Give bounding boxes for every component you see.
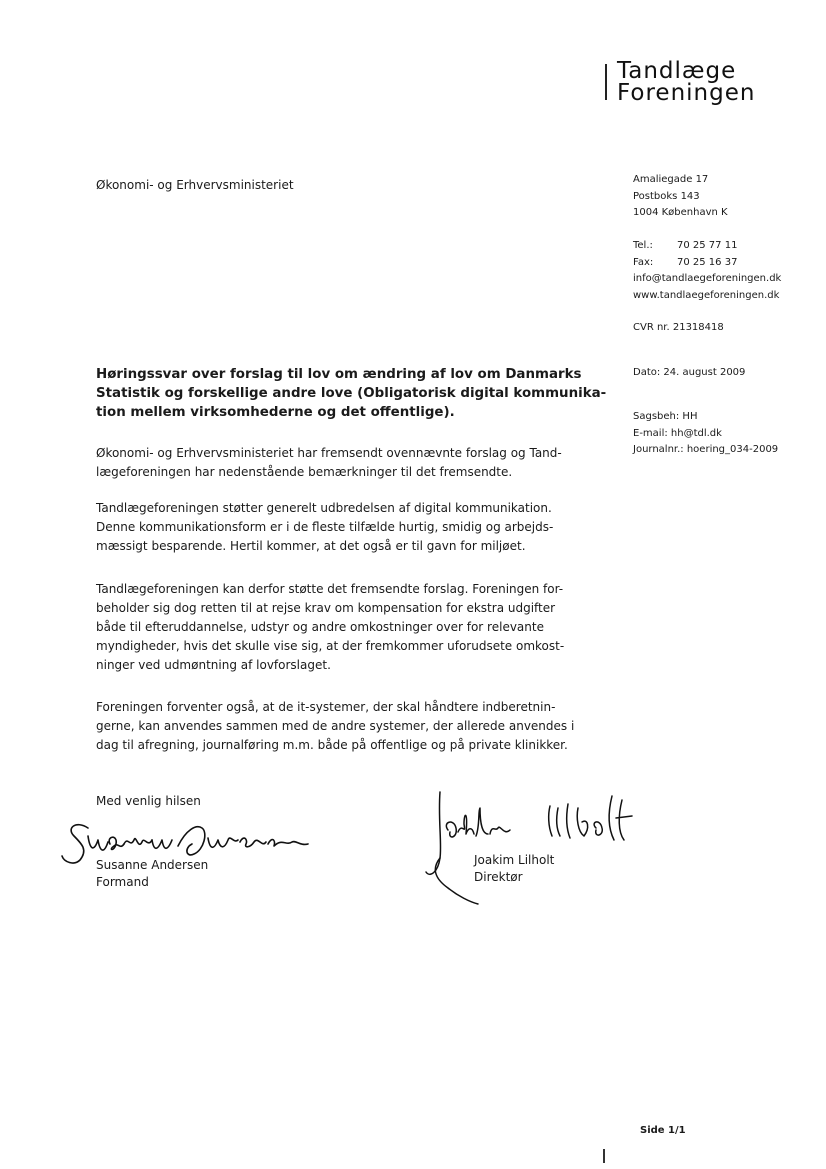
- page-number: Side 1/1: [640, 1125, 686, 1136]
- fax-line: [633, 255, 781, 272]
- paragraph-line: dag til afregning, journalføring m.m. både på offentlige og på private klinikker.: [96, 738, 568, 752]
- paragraph-line: ninger ved udmøntning af lovforslaget.: [96, 658, 331, 672]
- letter-date: Dato: 24. august 2009: [633, 367, 746, 378]
- phone-line: [633, 238, 781, 255]
- paragraph-1: [96, 444, 616, 482]
- phone-number: 70 25 77 11: [677, 240, 738, 251]
- paragraph-line: lægeforeningen har nedenstående bemærkninger til det fremsendte.: [96, 465, 513, 479]
- case-handler: Sagsbeh: HH: [633, 411, 698, 422]
- fax-number: 70 25 16 37: [677, 256, 738, 268]
- address-city: 1004 København K: [633, 207, 728, 218]
- case-handler-email: E-mail: hh@tdl.dk: [633, 427, 722, 439]
- paragraph-line: Økonomi- og Erhvervsministeriet har fremsendt ovennævnte forslag og Tand-: [96, 446, 562, 460]
- paragraph-line: Tandlægeforeningen støtter generelt udbredelsen af digital kommunikation.: [96, 501, 552, 515]
- paragraph-line: både til efteruddannelse, udstyr og andre omkostninger over for relevante: [96, 620, 544, 634]
- recipient: Økonomi- og Erhvervsministeriet: [96, 178, 294, 192]
- signature-joakim-lilholt: [418, 788, 648, 906]
- fold-mark: [603, 1149, 605, 1163]
- signatory-name: Joakim Lilholt: [474, 853, 555, 867]
- address-street: Amaliegade 17: [633, 174, 709, 185]
- paragraph-line: mæssigt besparende. Hertil kommer, at det også er til gavn for miljøet.: [96, 539, 526, 553]
- paragraph-3: [96, 580, 616, 675]
- paragraph-line: gerne, kan anvendes sammen med de andre systemer, der allerede anvendes i: [96, 719, 575, 733]
- paragraph-line: Foreningen forventer også, at de it-systemer, der skal håndtere indberetnin-: [96, 700, 556, 714]
- sender-address: [633, 172, 728, 222]
- paragraph-4: [96, 698, 616, 755]
- paragraph-2: [96, 499, 616, 556]
- journal-number: Journalnr.: hoering_034-2009: [633, 444, 779, 455]
- paragraph-line: myndigheder, hvis det skulle vise sig, at der fremkommer uforudsete omkost-: [96, 639, 565, 653]
- subject-line: Høringssvar over forslag til lov om ændring af lov om Danmarks: [96, 367, 582, 382]
- signatory-right: [474, 852, 554, 886]
- letter-subject: [96, 365, 626, 422]
- sender-contact: [633, 238, 781, 304]
- logo-line-1: Tandlæge: [617, 58, 737, 84]
- closing-greeting: Med venlig hilsen: [96, 794, 201, 808]
- subject-line: Statistik og forskellige andre love (Obligatorisk digital kommunika-: [96, 386, 607, 401]
- signatory-title: Direktør: [474, 870, 523, 884]
- case-reference: [633, 409, 778, 459]
- fax-label: Fax:: [633, 256, 654, 268]
- website: www.tandlaegeforeningen.dk: [633, 289, 780, 301]
- logo-line-2: Foreningen: [617, 80, 756, 106]
- signatory-title: Formand: [96, 875, 149, 889]
- cvr-number: CVR nr. 21318418: [633, 322, 724, 333]
- email-address: info@tandlaegeforeningen.dk: [633, 273, 782, 284]
- signatory-name: Susanne Andersen: [96, 858, 209, 872]
- paragraph-line: Denne kommunikationsform er i de fleste tilfælde hurtig, smidig og arbejds-: [96, 520, 554, 534]
- subject-line: tion mellem virksomhederne og det offentlige).: [96, 405, 455, 420]
- paragraph-line: beholder sig dog retten til at rejse krav om kompensation for ekstra udgifter: [96, 601, 556, 615]
- signatory-left: [96, 857, 208, 891]
- phone-label: Tel.:: [633, 240, 653, 251]
- paragraph-line: Tandlægeforeningen kan derfor støtte det fremsendte forslag. Foreningen for-: [96, 582, 564, 596]
- address-po-box: Postboks 143: [633, 190, 700, 202]
- logo-divider: [605, 64, 607, 100]
